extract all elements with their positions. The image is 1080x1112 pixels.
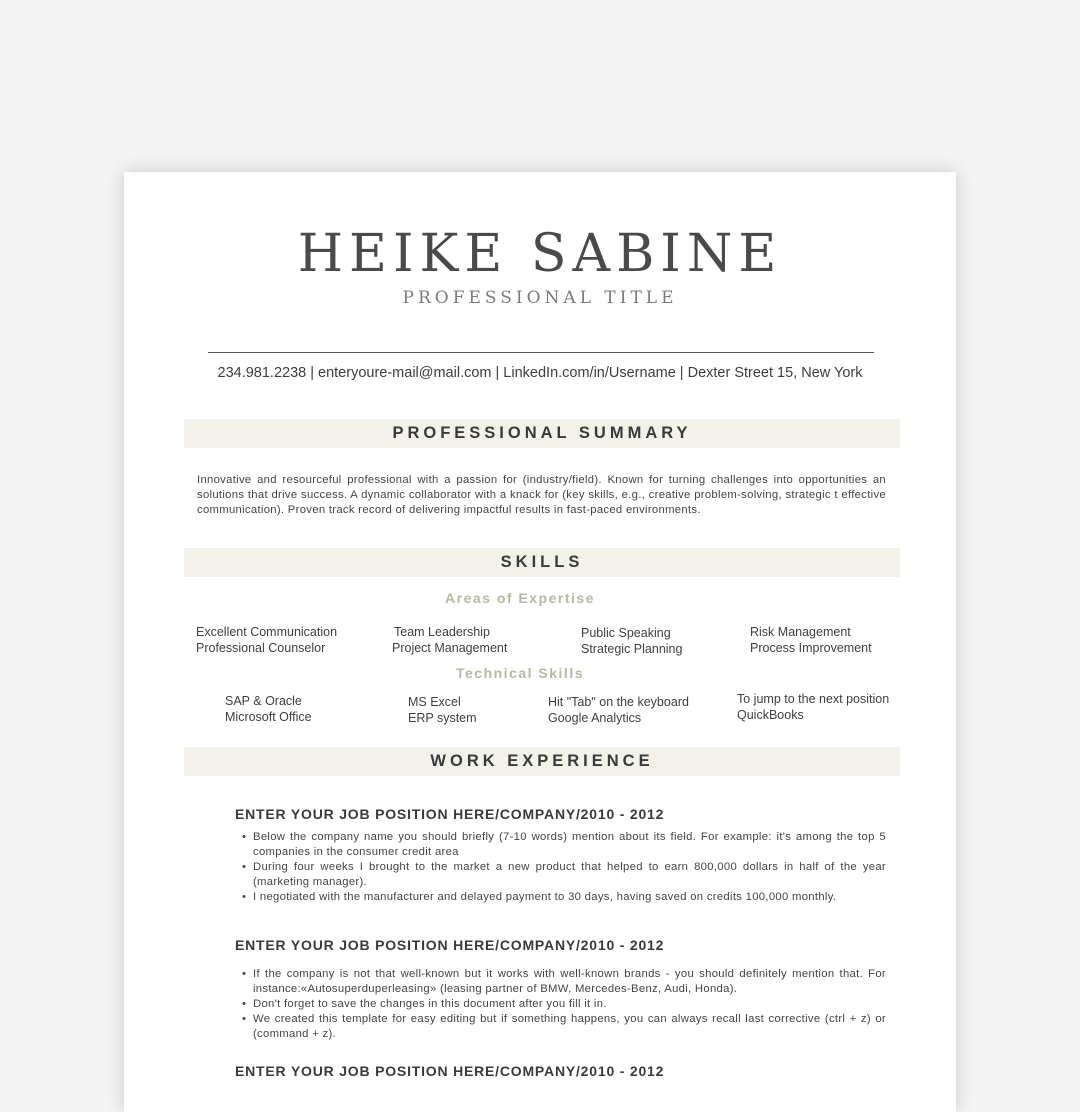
skill-item: Risk Management bbox=[750, 625, 851, 639]
expertise-column bbox=[750, 624, 872, 656]
skill-item: Hit "Tab" on the keyboard bbox=[548, 695, 689, 709]
resume-page bbox=[124, 172, 956, 1112]
skill-item: MS Excel bbox=[408, 695, 461, 709]
technical-column bbox=[225, 693, 312, 725]
list-item: • I negotiated with the manufacturer and delayed payment to 30 days, having saved on credits 100,000 monthly. bbox=[242, 890, 886, 905]
contact-line: 234.981.2238 | enteryoure-mail@mail.com | LinkedIn.com/in/Username | Dexter Street 15, New York bbox=[217, 365, 863, 381]
list-item: • We created this template for easy editing but if something happens, you can always recall last corrective (ctrl + z) or (command + z). bbox=[242, 1012, 886, 1042]
experience-heading: WORK EXPERIENCE bbox=[184, 747, 900, 776]
skill-item: Team Leadership bbox=[394, 625, 490, 639]
job-title: ENTER YOUR JOB POSITION HERE/COMPANY/2010 - 2012 bbox=[235, 1063, 665, 1079]
list-item: • Below the company name you should briefly (7-10 words) mention about its field. For example: it's among the top 5 companies in the consumer credit area bbox=[242, 830, 886, 860]
technical-column bbox=[737, 691, 889, 723]
expertise-column bbox=[196, 624, 337, 656]
skill-item: Google Analytics bbox=[548, 711, 642, 725]
skill-item: Project Management bbox=[392, 641, 508, 655]
skill-item: Process Improvement bbox=[750, 641, 872, 655]
summary-text: Innovative and resourceful professional with a passion for (industry/field). Known for turning challenges into opportunities an solutions that drive success. A dynamic collaborator with a knack for (key skills, e.g., creative problem-solving, strategic t effective communication). Proven track record of delivering impactful results in fast-paced environments. bbox=[197, 474, 886, 516]
professional-title: PROFESSIONAL TITLE bbox=[402, 288, 678, 308]
skill-item: ERP system bbox=[408, 711, 477, 725]
skill-item: Strategic Planning bbox=[581, 642, 683, 656]
expertise-column bbox=[392, 624, 507, 656]
expertise-column bbox=[581, 625, 682, 657]
technical-column bbox=[408, 694, 477, 726]
job-title: ENTER YOUR JOB POSITION HERE/COMPANY/2010 - 2012 bbox=[235, 937, 665, 953]
skills-heading: SKILLS bbox=[184, 548, 900, 577]
technical-column bbox=[548, 694, 689, 726]
candidate-name: HEIKE SABINE bbox=[297, 224, 783, 284]
expertise-subheading: Areas of Expertise bbox=[445, 590, 595, 606]
summary-heading: PROFESSIONAL SUMMARY bbox=[184, 419, 900, 448]
list-item: • If the company is not that well-known but it works with well-known brands - you should definitely mention that. For instance:«Autosuperduperleasing» (leasing partner of BMW, Mercedes-Benz, Audi, Honda). bbox=[242, 967, 886, 997]
skill-item: Professional Counselor bbox=[196, 641, 326, 655]
header-divider bbox=[208, 352, 874, 353]
skill-item: Microsoft Office bbox=[225, 710, 312, 724]
technical-subheading: Technical Skills bbox=[455, 665, 584, 681]
skill-item: Excellent Communication bbox=[196, 625, 338, 639]
skill-item: SAP & Oracle bbox=[225, 694, 302, 708]
skill-item: QuickBooks bbox=[737, 708, 804, 722]
job-title: ENTER YOUR JOB POSITION HERE/COMPANY/2010 - 2012 bbox=[235, 806, 665, 822]
job-bullets bbox=[242, 967, 886, 1042]
list-item: • Don't forget to save the changes in this document after you fill it in. bbox=[242, 997, 886, 1012]
skill-item: Public Speaking bbox=[581, 626, 671, 640]
skill-item: To jump to the next position bbox=[737, 692, 890, 706]
list-item: • During four weeks I brought to the market a new product that helped to earn 800,000 dollars in half of the year (marketing manager). bbox=[242, 860, 886, 890]
job-bullets bbox=[242, 830, 886, 905]
